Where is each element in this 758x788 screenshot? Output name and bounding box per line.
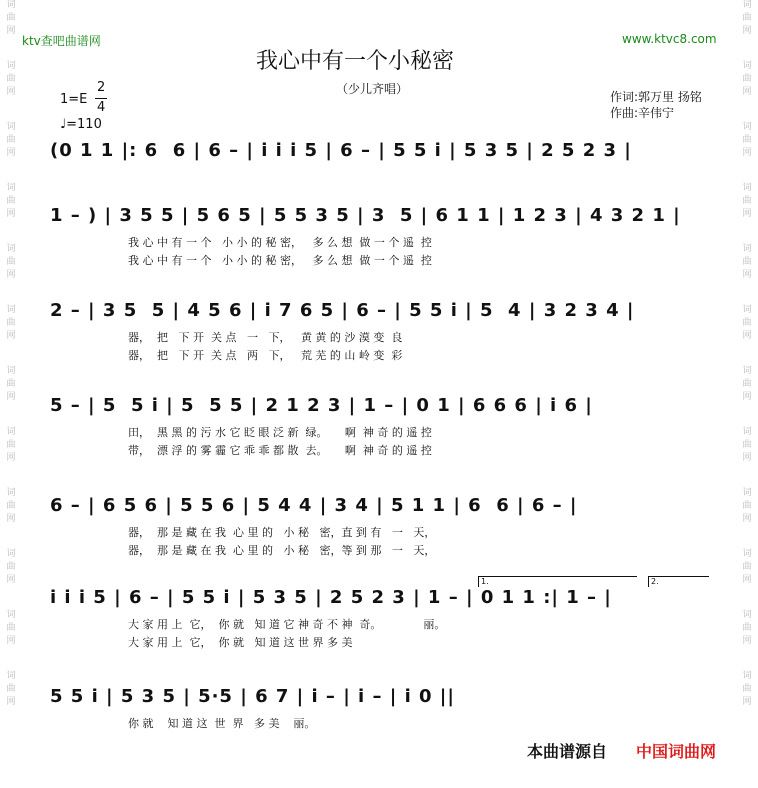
watermark-char: 词 — [6, 610, 16, 620]
watermark-char: 网 — [6, 697, 16, 707]
watermark-char: 网 — [742, 87, 752, 97]
watermark-char: 词 — [6, 183, 16, 193]
watermark-char: 曲 — [742, 562, 752, 572]
watermark-char: 曲 — [6, 257, 16, 267]
watermark-char: 词 — [6, 488, 16, 498]
watermark-char: 词 — [742, 549, 752, 559]
watermark-char: 网 — [742, 270, 752, 280]
watermark-char: 曲 — [6, 196, 16, 206]
watermark-char: 网 — [6, 636, 16, 646]
watermark-char: 词 — [6, 244, 16, 254]
watermark-char: 曲 — [742, 379, 752, 389]
watermark-char: 网 — [6, 392, 16, 402]
watermark-char: 网 — [742, 26, 752, 36]
watermark-char: 词 — [6, 427, 16, 437]
watermark-char: 曲 — [742, 135, 752, 145]
time-signature-bottom: 4 — [97, 100, 106, 115]
watermark-char: 词 — [6, 305, 16, 315]
lyric-line: 我 心 中 有 一 个 小 小 的 秘 密， 多 么 想 做 一 个 遥 控 — [128, 254, 432, 267]
lyric-line: 器， 那 是 藏 在 我 心 里 的 小 秘 密，直 到 有 一 天， — [128, 526, 436, 539]
watermark-char: 词 — [6, 549, 16, 559]
watermark-char: 词 — [742, 488, 752, 498]
watermark-char: 网 — [6, 575, 16, 585]
watermark-char: 网 — [6, 331, 16, 341]
watermark-char: 曲 — [742, 684, 752, 694]
watermark-char: 词 — [6, 122, 16, 132]
song-title: 我心中有一个小秘密 — [256, 49, 455, 74]
watermark-char: 网 — [742, 148, 752, 158]
watermark-char: 曲 — [742, 501, 752, 511]
watermark-char: 曲 — [6, 501, 16, 511]
site-url-right: www.ktvc8.com — [622, 32, 717, 46]
watermark-char: 网 — [6, 148, 16, 158]
score-line — [50, 140, 632, 161]
watermark-char: 网 — [6, 270, 16, 280]
lyric-line: 我 心 中 有 一 个 小 小 的 秘 密， 多 么 想 做 一 个 遥 控 — [128, 236, 432, 249]
notation-line: 2 – | 3 5 5 | 4 5 6 | i 7 6 5 | 6 – | 5 5 i | 5 4 | 3 2 3 4 | — [50, 300, 635, 321]
lyricist: 作词:郭万里 扬铭 — [610, 90, 702, 104]
watermark-char: 曲 — [6, 684, 16, 694]
watermark-char: 网 — [6, 209, 16, 219]
volta-bracket-2 — [648, 576, 709, 587]
watermark-char: 词 — [6, 0, 16, 10]
site-name-left: ktv查吧曲谱网 — [22, 34, 101, 48]
watermark-char: 曲 — [742, 318, 752, 328]
lyric-line: 你 就 知 道 这 世 界 多 美 丽。 — [128, 717, 316, 730]
lyric-line: 大 家 用 上 它， 你 就 知 道 它 神 奇 不 神 奇。 丽。 — [128, 618, 446, 631]
volta-bracket-1 — [478, 576, 637, 587]
watermark-char: 网 — [6, 87, 16, 97]
score-line — [50, 395, 593, 458]
lyric-line: 器， 把 下 开 关 点 两 下， 荒 芜 的 山 岭 变 彩 — [128, 349, 403, 362]
watermark-char: 词 — [6, 671, 16, 681]
composer: 作曲:辛伟宁 — [610, 106, 675, 120]
watermark-char: 词 — [742, 122, 752, 132]
lyric-line: 器， 把 下 开 关 点 一 下， 黄 黄 的 沙 漠 变 良 — [128, 331, 403, 344]
watermark-char: 词 — [742, 610, 752, 620]
watermark-char: 词 — [742, 366, 752, 376]
notation-line: (0 1 1 |: 6 6 | 6 – | i i i 5 | 6 – | 5 5 i | 5 3 5 | 2 5 2 3 | — [50, 140, 632, 161]
watermark-char: 词 — [6, 366, 16, 376]
watermark-char: 网 — [6, 26, 16, 36]
watermark-char: 网 — [742, 636, 752, 646]
notation-line: 5 5 i | 5 3 5 | 5·5 | 6 7 | i – | i – | i 0 || — [50, 686, 455, 707]
watermark-char: 词 — [742, 0, 752, 10]
source-name: 中国词曲网 — [636, 742, 717, 761]
notation-line: 5 – | 5 5 i | 5 5 5 | 2 1 2 3 | 1 – | 0 1 | 6 6 6 | i 6 | — [50, 395, 593, 416]
watermark-char: 词 — [742, 244, 752, 254]
watermark-char: 曲 — [6, 74, 16, 84]
watermark-char: 曲 — [6, 318, 16, 328]
watermark-char: 网 — [742, 697, 752, 707]
score-line — [50, 587, 612, 650]
source-label: 本曲谱源自 — [527, 742, 608, 761]
time-signature-bar — [95, 98, 107, 99]
score-line — [50, 205, 681, 268]
song-subtitle: （少儿齐唱） — [336, 82, 409, 96]
right-watermark — [738, 0, 756, 788]
key-signature: 1=E — [60, 92, 88, 107]
watermark-char: 网 — [742, 453, 752, 463]
notation-line: 6 – | 6 5 6 | 5 5 6 | 5 4 4 | 3 4 | 5 1 1 | 6 6 | 6 – | — [50, 495, 578, 516]
watermark-char: 词 — [6, 61, 16, 71]
time-signature-top: 2 — [97, 80, 106, 95]
watermark-char: 网 — [742, 209, 752, 219]
watermark-char: 词 — [742, 183, 752, 193]
watermark-char: 曲 — [6, 379, 16, 389]
watermark-char: 网 — [742, 392, 752, 402]
lyric-line: 田， 黑 黑 的 污 水 它 眨 眼 泛 新 绿。 啊 神 奇 的 遥 控 — [128, 426, 432, 439]
notation-line: 1 – ) | 3 5 5 | 5 6 5 | 5 5 3 5 | 3 5 | 6 1 1 | 1 2 3 | 4 3 2 1 | — [50, 205, 681, 226]
score-line — [50, 686, 455, 731]
watermark-char: 曲 — [742, 440, 752, 450]
watermark-char: 词 — [742, 305, 752, 315]
lyric-line: 带， 漂 浮 的 雾 霾 它 乖 乖 都 散 去。 啊 神 奇 的 遥 控 — [128, 444, 432, 457]
watermark-char: 曲 — [6, 440, 16, 450]
watermark-char: 曲 — [6, 623, 16, 633]
watermark-char: 曲 — [742, 196, 752, 206]
watermark-char: 网 — [742, 575, 752, 585]
watermark-char: 曲 — [6, 562, 16, 572]
volta-2-label: 2. — [651, 577, 659, 586]
notation-line: i i i 5 | 6 – | 5 5 i | 5 3 5 | 2 5 2 3 | 1 – | 0 1 1 :| 1 – | — [50, 587, 612, 608]
score-line — [50, 495, 578, 558]
watermark-char: 词 — [742, 671, 752, 681]
watermark-char: 网 — [742, 514, 752, 524]
watermark-char: 曲 — [742, 623, 752, 633]
watermark-char: 网 — [6, 514, 16, 524]
lyric-line: 大 家 用 上 它， 你 就 知 道 这 世 界 多 美 — [128, 636, 353, 649]
lyric-line: 器， 那 是 藏 在 我 心 里 的 小 秘 密，等 到 那 一 天， — [128, 544, 436, 557]
left-watermark — [2, 0, 20, 788]
watermark-char: 曲 — [6, 13, 16, 23]
volta-1-label: 1. — [481, 577, 489, 586]
watermark-char: 网 — [742, 331, 752, 341]
tempo-mark: ♩=110 — [60, 117, 102, 132]
watermark-char: 网 — [6, 453, 16, 463]
watermark-char: 词 — [742, 61, 752, 71]
watermark-char: 曲 — [6, 135, 16, 145]
watermark-char: 曲 — [742, 257, 752, 267]
watermark-char: 曲 — [742, 74, 752, 84]
watermark-char: 曲 — [742, 13, 752, 23]
score-line — [50, 300, 634, 363]
watermark-char: 词 — [742, 427, 752, 437]
